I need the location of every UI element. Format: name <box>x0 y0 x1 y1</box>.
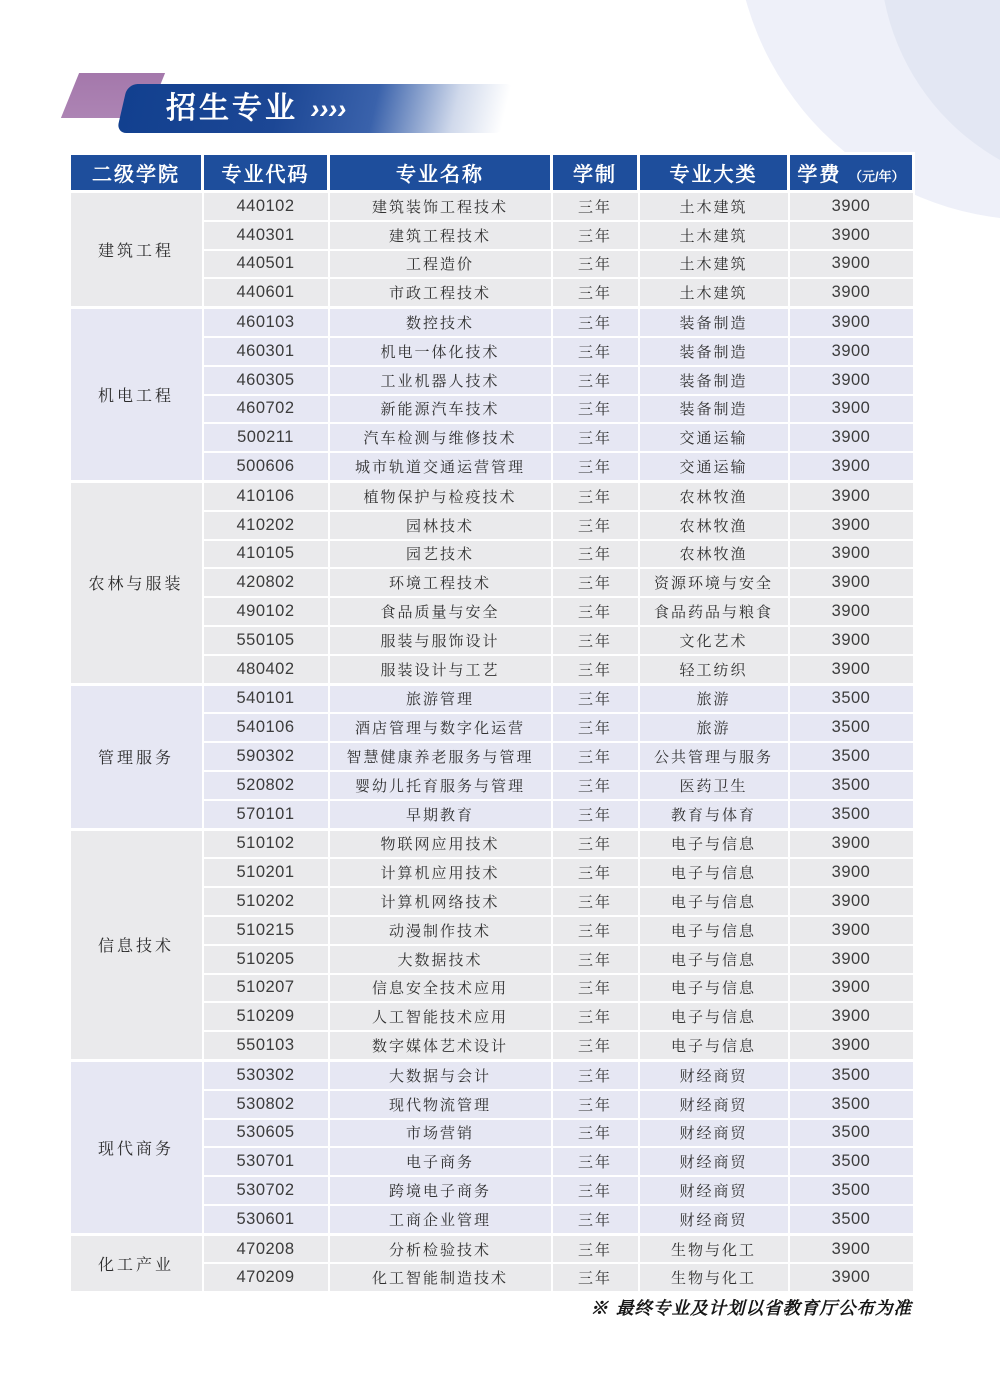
category-cell: 装备制造 <box>639 337 789 366</box>
category-cell: 公共管理与服务 <box>639 742 789 771</box>
name-cell: 工业机器人技术 <box>329 366 552 395</box>
code-cell: 510207 <box>203 974 329 1003</box>
duration-cell: 三年 <box>552 192 639 221</box>
name-cell: 园艺技术 <box>329 540 552 569</box>
fee-cell: 3900 <box>789 974 914 1003</box>
duration-cell: 三年 <box>552 684 639 713</box>
fee-cell: 3500 <box>789 800 914 829</box>
duration-cell: 三年 <box>552 1205 639 1234</box>
category-cell: 旅游 <box>639 713 789 742</box>
duration-cell: 三年 <box>552 308 639 337</box>
duration-cell: 三年 <box>552 916 639 945</box>
header-fee <box>789 154 914 192</box>
code-cell: 530702 <box>203 1176 329 1205</box>
category-cell: 装备制造 <box>639 395 789 424</box>
header-row <box>70 154 914 192</box>
name-cell: 工程造价 <box>329 250 552 279</box>
duration-cell: 三年 <box>552 800 639 829</box>
name-cell: 城市轨道交通运营管理 <box>329 452 552 481</box>
fee-cell: 3500 <box>789 1119 914 1148</box>
fee-cell: 3500 <box>789 1090 914 1119</box>
code-cell: 510209 <box>203 1002 329 1031</box>
code-cell: 480402 <box>203 655 329 684</box>
category-cell: 电子与信息 <box>639 858 789 887</box>
name-cell: 化工智能制造技术 <box>329 1263 552 1292</box>
table-row <box>70 1060 914 1089</box>
header-category: 专业大类 <box>639 154 789 192</box>
code-cell: 540106 <box>203 713 329 742</box>
category-cell: 财经商贸 <box>639 1090 789 1119</box>
category-cell: 土木建筑 <box>639 221 789 250</box>
category-cell: 土木建筑 <box>639 278 789 307</box>
header-fee-unit: （元/年） <box>848 169 905 184</box>
duration-cell: 三年 <box>552 1147 639 1176</box>
fee-cell: 3900 <box>789 423 914 452</box>
fee-cell: 3900 <box>789 221 914 250</box>
code-cell: 410202 <box>203 511 329 540</box>
name-cell: 园林技术 <box>329 511 552 540</box>
duration-cell: 三年 <box>552 250 639 279</box>
code-cell: 550105 <box>203 626 329 655</box>
fee-cell: 3900 <box>789 1263 914 1292</box>
code-cell: 500211 <box>203 423 329 452</box>
duration-cell: 三年 <box>552 511 639 540</box>
fee-cell: 3900 <box>789 626 914 655</box>
name-cell: 分析检验技术 <box>329 1234 552 1263</box>
category-cell: 土木建筑 <box>639 250 789 279</box>
table-row <box>70 308 914 337</box>
header-fee-label: 学费 <box>797 164 842 186</box>
name-cell: 动漫制作技术 <box>329 916 552 945</box>
category-cell: 装备制造 <box>639 366 789 395</box>
category-cell: 食品药品与粮食 <box>639 597 789 626</box>
table-body <box>70 192 914 1293</box>
fee-cell: 3900 <box>789 308 914 337</box>
code-cell: 440301 <box>203 221 329 250</box>
duration-cell: 三年 <box>552 540 639 569</box>
fee-cell: 3500 <box>789 771 914 800</box>
name-cell: 现代物流管理 <box>329 1090 552 1119</box>
duration-cell: 三年 <box>552 1031 639 1060</box>
name-cell: 信息安全技术应用 <box>329 974 552 1003</box>
college-cell: 信息技术 <box>70 829 203 1060</box>
name-cell: 计算机应用技术 <box>329 858 552 887</box>
category-cell: 交通运输 <box>639 423 789 452</box>
name-cell: 新能源汽车技术 <box>329 395 552 424</box>
table-row <box>70 829 914 858</box>
code-cell: 530601 <box>203 1205 329 1234</box>
code-cell: 530302 <box>203 1060 329 1089</box>
name-cell: 工商企业管理 <box>329 1205 552 1234</box>
duration-cell: 三年 <box>552 568 639 597</box>
fee-cell: 3900 <box>789 568 914 597</box>
table-row <box>70 684 914 713</box>
duration-cell: 三年 <box>552 221 639 250</box>
section-banner <box>116 84 515 133</box>
name-cell: 服装与服饰设计 <box>329 626 552 655</box>
code-cell: 510202 <box>203 887 329 916</box>
code-cell: 510102 <box>203 829 329 858</box>
duration-cell: 三年 <box>552 742 639 771</box>
section-banner-inner <box>122 84 510 133</box>
duration-cell: 三年 <box>552 626 639 655</box>
college-cell: 农林与服装 <box>70 481 203 684</box>
college-cell: 机电工程 <box>70 308 203 482</box>
code-cell: 510205 <box>203 945 329 974</box>
name-cell: 植物保护与检疫技术 <box>329 481 552 510</box>
code-cell: 420802 <box>203 568 329 597</box>
footer-note: ※ 最终专业及计划以省教育厅公布为准 <box>590 1299 912 1319</box>
duration-cell: 三年 <box>552 1263 639 1292</box>
college-cell: 建筑工程 <box>70 192 203 308</box>
name-cell: 旅游管理 <box>329 684 552 713</box>
category-cell: 财经商贸 <box>639 1205 789 1234</box>
category-cell: 文化艺术 <box>639 626 789 655</box>
category-cell: 电子与信息 <box>639 974 789 1003</box>
fee-cell: 3900 <box>789 540 914 569</box>
code-cell: 530802 <box>203 1090 329 1119</box>
category-cell: 农林牧渔 <box>639 481 789 510</box>
college-cell: 化工产业 <box>70 1234 203 1292</box>
category-cell: 交通运输 <box>639 452 789 481</box>
fee-cell: 3900 <box>789 858 914 887</box>
category-cell: 电子与信息 <box>639 945 789 974</box>
code-cell: 440102 <box>203 192 329 221</box>
college-cell: 现代商务 <box>70 1060 203 1234</box>
header-college: 二级学院 <box>70 154 203 192</box>
code-cell: 410105 <box>203 540 329 569</box>
name-cell: 市政工程技术 <box>329 278 552 307</box>
duration-cell: 三年 <box>552 1234 639 1263</box>
chevrons-right-icon: ›››› <box>310 94 347 124</box>
code-cell: 440601 <box>203 278 329 307</box>
fee-cell: 3900 <box>789 366 914 395</box>
fee-cell: 3900 <box>789 511 914 540</box>
majors-table <box>68 152 915 1293</box>
fee-cell: 3900 <box>789 1031 914 1060</box>
page-title: 招生专业 <box>166 92 298 125</box>
fee-cell: 3900 <box>789 452 914 481</box>
category-cell: 电子与信息 <box>639 916 789 945</box>
category-cell: 生物与化工 <box>639 1263 789 1292</box>
fee-cell: 3500 <box>789 742 914 771</box>
code-cell: 460305 <box>203 366 329 395</box>
duration-cell: 三年 <box>552 945 639 974</box>
duration-cell: 三年 <box>552 1119 639 1148</box>
duration-cell: 三年 <box>552 481 639 510</box>
name-cell: 市场营销 <box>329 1119 552 1148</box>
header-name: 专业名称 <box>329 154 552 192</box>
fee-cell: 3900 <box>789 192 914 221</box>
fee-cell: 3900 <box>789 1234 914 1263</box>
name-cell: 酒店管理与数字化运营 <box>329 713 552 742</box>
fee-cell: 3900 <box>789 916 914 945</box>
name-cell: 婴幼儿托育服务与管理 <box>329 771 552 800</box>
college-cell: 管理服务 <box>70 684 203 829</box>
category-cell: 财经商贸 <box>639 1147 789 1176</box>
fee-cell: 3500 <box>789 684 914 713</box>
code-cell: 490102 <box>203 597 329 626</box>
duration-cell: 三年 <box>552 974 639 1003</box>
code-cell: 540101 <box>203 684 329 713</box>
name-cell: 建筑装饰工程技术 <box>329 192 552 221</box>
duration-cell: 三年 <box>552 452 639 481</box>
duration-cell: 三年 <box>552 887 639 916</box>
category-cell: 电子与信息 <box>639 829 789 858</box>
category-cell: 财经商贸 <box>639 1176 789 1205</box>
code-cell: 410106 <box>203 481 329 510</box>
category-cell: 财经商贸 <box>639 1060 789 1089</box>
fee-cell: 3900 <box>789 1002 914 1031</box>
name-cell: 电子商务 <box>329 1147 552 1176</box>
code-cell: 440501 <box>203 250 329 279</box>
duration-cell: 三年 <box>552 1002 639 1031</box>
name-cell: 汽车检测与维修技术 <box>329 423 552 452</box>
code-cell: 470209 <box>203 1263 329 1292</box>
fee-cell: 3500 <box>789 1176 914 1205</box>
fee-cell: 3900 <box>789 395 914 424</box>
duration-cell: 三年 <box>552 278 639 307</box>
code-cell: 470208 <box>203 1234 329 1263</box>
name-cell: 物联网应用技术 <box>329 829 552 858</box>
fee-cell: 3500 <box>789 1060 914 1089</box>
duration-cell: 三年 <box>552 655 639 684</box>
code-cell: 460702 <box>203 395 329 424</box>
fee-cell: 3900 <box>789 481 914 510</box>
duration-cell: 三年 <box>552 829 639 858</box>
name-cell: 计算机网络技术 <box>329 887 552 916</box>
category-cell: 医药卫生 <box>639 771 789 800</box>
fee-cell: 3900 <box>789 829 914 858</box>
fee-cell: 3900 <box>789 597 914 626</box>
category-cell: 生物与化工 <box>639 1234 789 1263</box>
name-cell: 跨境电子商务 <box>329 1176 552 1205</box>
code-cell: 460301 <box>203 337 329 366</box>
duration-cell: 三年 <box>552 1176 639 1205</box>
table-row <box>70 1234 914 1263</box>
fee-cell: 3500 <box>789 1147 914 1176</box>
category-cell: 农林牧渔 <box>639 540 789 569</box>
name-cell: 服装设计与工艺 <box>329 655 552 684</box>
name-cell: 人工智能技术应用 <box>329 1002 552 1031</box>
category-cell: 轻工纺织 <box>639 655 789 684</box>
category-cell: 农林牧渔 <box>639 511 789 540</box>
duration-cell: 三年 <box>552 366 639 395</box>
fee-cell: 3900 <box>789 278 914 307</box>
name-cell: 数字媒体艺术设计 <box>329 1031 552 1060</box>
duration-cell: 三年 <box>552 1060 639 1089</box>
duration-cell: 三年 <box>552 858 639 887</box>
header-code: 专业代码 <box>203 154 329 192</box>
duration-cell: 三年 <box>552 597 639 626</box>
table-row <box>70 481 914 510</box>
fee-cell: 3500 <box>789 1205 914 1234</box>
code-cell: 500606 <box>203 452 329 481</box>
code-cell: 510215 <box>203 916 329 945</box>
fee-cell: 3500 <box>789 713 914 742</box>
name-cell: 智慧健康养老服务与管理 <box>329 742 552 771</box>
duration-cell: 三年 <box>552 771 639 800</box>
code-cell: 530701 <box>203 1147 329 1176</box>
code-cell: 460103 <box>203 308 329 337</box>
category-cell: 电子与信息 <box>639 1031 789 1060</box>
fee-cell: 3900 <box>789 250 914 279</box>
name-cell: 数控技术 <box>329 308 552 337</box>
name-cell: 大数据与会计 <box>329 1060 552 1089</box>
code-cell: 550103 <box>203 1031 329 1060</box>
category-cell: 装备制造 <box>639 308 789 337</box>
name-cell: 环境工程技术 <box>329 568 552 597</box>
fee-cell: 3900 <box>789 337 914 366</box>
code-cell: 510201 <box>203 858 329 887</box>
category-cell: 教育与体育 <box>639 800 789 829</box>
duration-cell: 三年 <box>552 1090 639 1119</box>
fee-cell: 3900 <box>789 655 914 684</box>
duration-cell: 三年 <box>552 423 639 452</box>
table-header <box>70 154 914 192</box>
duration-cell: 三年 <box>552 395 639 424</box>
name-cell: 大数据技术 <box>329 945 552 974</box>
category-cell: 旅游 <box>639 684 789 713</box>
category-cell: 电子与信息 <box>639 1002 789 1031</box>
category-cell: 资源环境与安全 <box>639 568 789 597</box>
name-cell: 机电一体化技术 <box>329 337 552 366</box>
name-cell: 建筑工程技术 <box>329 221 552 250</box>
category-cell: 土木建筑 <box>639 192 789 221</box>
fee-cell: 3900 <box>789 945 914 974</box>
name-cell: 早期教育 <box>329 800 552 829</box>
code-cell: 520802 <box>203 771 329 800</box>
category-cell: 电子与信息 <box>639 887 789 916</box>
header-duration: 学制 <box>552 154 639 192</box>
code-cell: 530605 <box>203 1119 329 1148</box>
category-cell: 财经商贸 <box>639 1119 789 1148</box>
fee-cell: 3900 <box>789 887 914 916</box>
table-row <box>70 192 914 221</box>
code-cell: 590302 <box>203 742 329 771</box>
code-cell: 570101 <box>203 800 329 829</box>
name-cell: 食品质量与安全 <box>329 597 552 626</box>
duration-cell: 三年 <box>552 713 639 742</box>
duration-cell: 三年 <box>552 337 639 366</box>
